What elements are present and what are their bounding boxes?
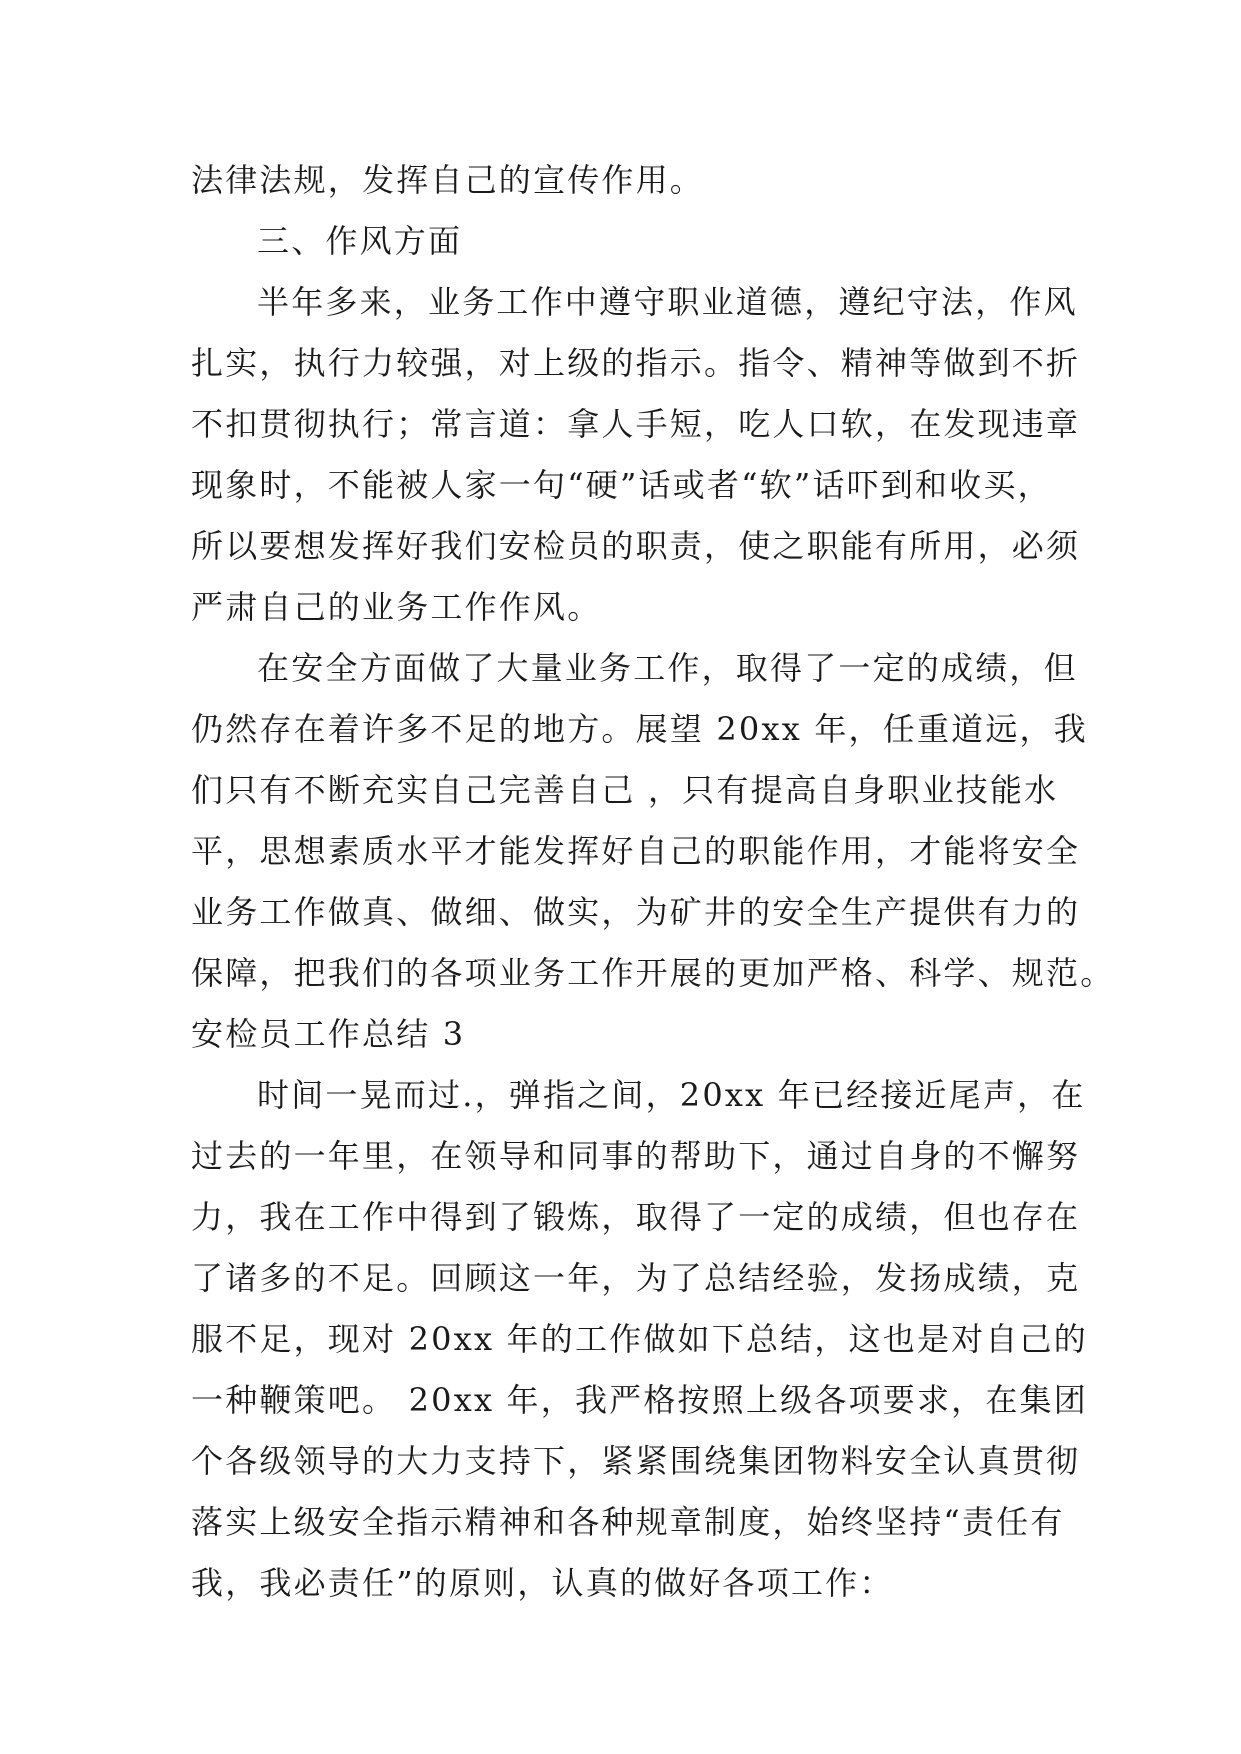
text-line: 落实上级安全指示精神和各种规章制度，始终坚持“责任有 <box>191 1503 1065 1541</box>
text-line: 法律法规，发挥自己的宣传作用。 <box>191 161 705 199</box>
text-line: 扎实，执行力较强，对上级的指示。指令、精神等做到不折 <box>191 344 1081 382</box>
section-title: 安检员工作总结 3 <box>191 1015 466 1053</box>
text-line: 平，思想素质水平才能发挥好自己的职能作用，才能将安全 <box>191 832 1081 870</box>
text-line: 力，我在工作中得到了锻炼，取得了一定的成绩，但也存在 <box>191 1198 1081 1236</box>
text-line: 了诸多的不足。回顾这一年，为了总结经验，发扬成绩，克 <box>191 1259 1081 1297</box>
text-line: 不扣贯彻执行；常言道：拿人手短，吃人口软，在发现违章 <box>191 405 1081 443</box>
text-line: 业务工作做真、做细、做实，为矿井的安全生产提供有力的 <box>191 893 1081 931</box>
text-line: 半年多来，业务工作中遵守职业道德，遵纪守法，作风 <box>257 283 1078 321</box>
text-line: 现象时，不能被人家一句“硬”话或者“软”话吓到和收买， <box>191 466 1052 504</box>
text-line: 我，我必责任”的原则，认真的做好各项工作： <box>191 1564 894 1602</box>
document-page <box>191 150 1115 1614</box>
text-line: 个各级领导的大力支持下，紧紧围绕集团物料安全认真贯彻 <box>191 1442 1081 1480</box>
text-line: 在安全方面做了大量业务工作，取得了一定的成绩，但 <box>257 649 1078 687</box>
text-line: 严肃自己的业务工作作风。 <box>191 588 602 626</box>
text-line: 们只有不断充实自己完善自己 ，只有提高自身职业技能水 <box>191 771 1059 809</box>
text-line: 服不足，现对 20xx 年的工作做如下总结，这也是对自己的 <box>191 1320 1088 1358</box>
text-line: 所以要想发挥好我们安检员的职责，使之职能有所用，必须 <box>191 527 1081 565</box>
text-line: 保障，把我们的各项业务工作开展的更加严格、科学、规范。 <box>191 954 1115 992</box>
text-line: 过去的一年里，在领导和同事的帮助下，通过自身的不懈努 <box>191 1137 1081 1175</box>
text-line: 仍然存在着许多不足的地方。展望 20xx 年，任重道远，我 <box>191 710 1088 748</box>
text-line: 时间一晃而过.，弹指之间，20xx 年已经接近尾声，在 <box>257 1076 1086 1114</box>
text-line: 一种鞭策吧。 20xx 年，我严格按照上级各项要求，在集团 <box>191 1381 1088 1419</box>
section-heading: 三、作风方面 <box>257 222 463 260</box>
